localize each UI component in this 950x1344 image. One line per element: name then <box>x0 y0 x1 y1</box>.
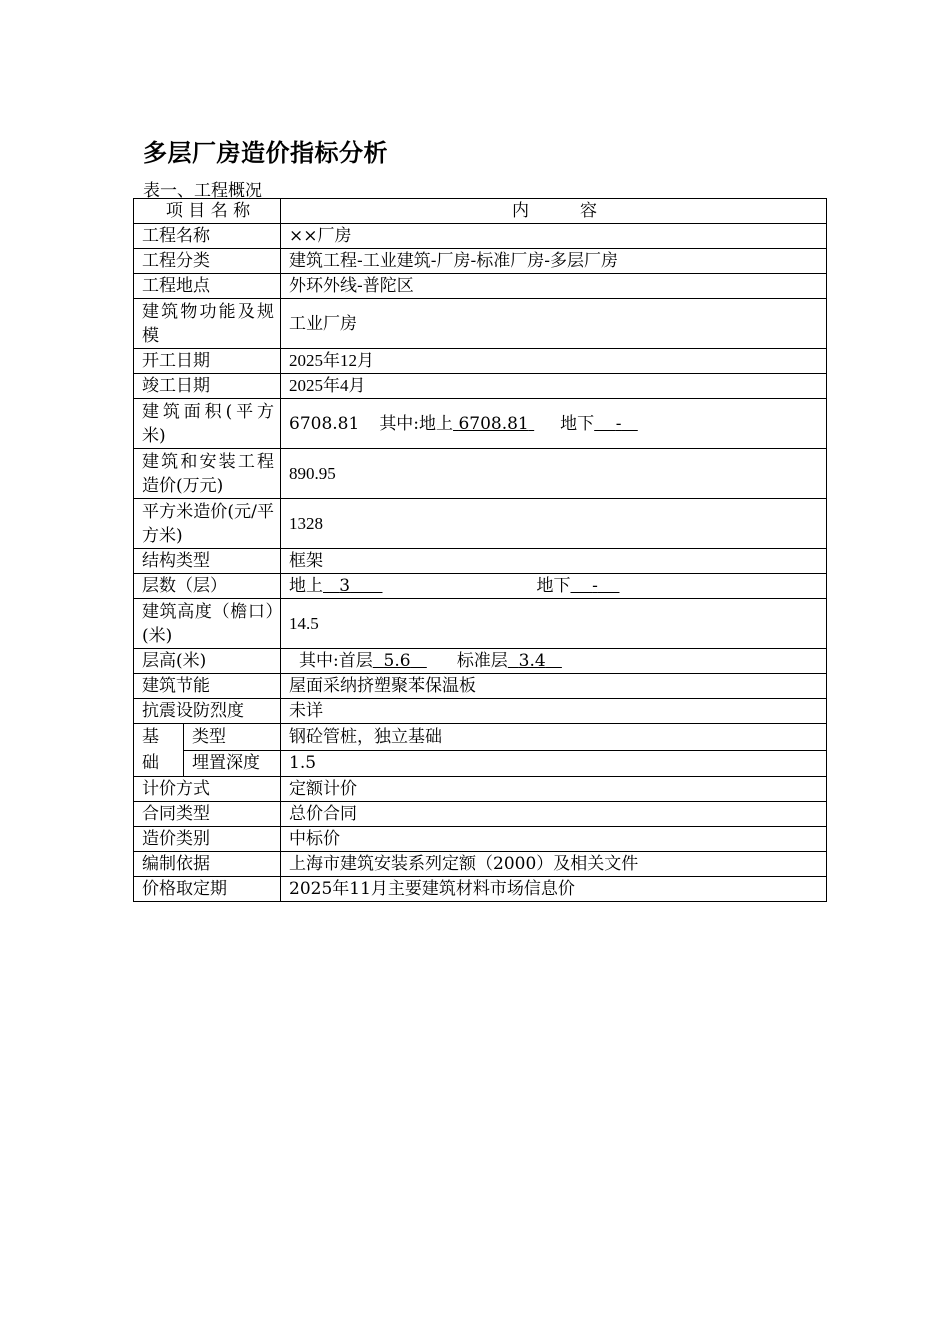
area-above-value: 6708.81 <box>458 413 529 434</box>
row-label: 工程名称 <box>134 224 281 249</box>
row-value: 14.5 <box>281 599 827 649</box>
table-row <box>134 802 827 827</box>
row-label: 计价方式 <box>134 777 281 802</box>
row-value: 2025年12月 <box>281 349 827 374</box>
foundation-label: 基础 <box>134 724 184 777</box>
row-label: 建筑物功能及规模 <box>134 299 281 349</box>
area-total: 6708.81 <box>289 413 360 434</box>
row-label: 工程地点 <box>134 274 281 299</box>
row-label: 结构类型 <box>134 549 281 574</box>
row-value: 框架 <box>281 549 827 574</box>
table-row <box>134 674 827 699</box>
standard-floor-height: 3.4 <box>518 651 546 671</box>
row-label: 工程分类 <box>134 249 281 274</box>
table-row <box>134 852 827 877</box>
row-value: 1328 <box>281 499 827 549</box>
area-below-label: 地下 <box>560 413 595 434</box>
row-value <box>281 574 827 599</box>
row-value <box>281 649 827 674</box>
row-label: 平方米造价(元/平方米) <box>134 499 281 549</box>
row-label: 造价类别 <box>134 827 281 852</box>
table-caption: 表一、工程概况 <box>143 181 262 201</box>
row-value: 2025年11月主要建筑材料市场信息价 <box>281 877 827 902</box>
row-label: 价格取定期 <box>134 877 281 902</box>
row-label: 合同类型 <box>134 802 281 827</box>
floors-above-label: 地上 <box>289 576 323 596</box>
document-title: 多层厂房造价指标分析 <box>143 139 388 167</box>
table-row <box>134 224 827 249</box>
foundation-type-value: 钢砼管桩，独立基础 <box>281 724 827 751</box>
table-row <box>134 449 827 499</box>
table-row <box>134 649 827 674</box>
row-label: 建筑高度（檐口）(米) <box>134 599 281 649</box>
row-label: 建筑面积(平方米) <box>134 399 281 449</box>
floors-below-label: 地下 <box>536 576 571 596</box>
table-row <box>134 877 827 902</box>
table-row <box>134 777 827 802</box>
header-item-name: 项 目 名 称 <box>134 199 281 224</box>
first-floor-height: 5.6 <box>383 651 411 671</box>
area-below-value: - <box>615 413 622 434</box>
floors-above-value: 3 <box>339 576 351 596</box>
table-row <box>134 249 827 274</box>
row-value: 总价合同 <box>281 802 827 827</box>
row-label: 建筑节能 <box>134 674 281 699</box>
row-value: 2025年4月 <box>281 374 827 399</box>
row-label: 开工日期 <box>134 349 281 374</box>
row-value: 定额计价 <box>281 777 827 802</box>
row-value: ××厂房 <box>281 224 827 249</box>
row-value: 890.95 <box>281 449 827 499</box>
row-label: 建筑和安装工程造价(万元) <box>134 449 281 499</box>
table-row <box>134 274 827 299</box>
table-row <box>134 299 827 349</box>
table-row <box>134 750 827 777</box>
table-row <box>134 549 827 574</box>
row-value: 外环外线-普陀区 <box>281 274 827 299</box>
row-value: 中标价 <box>281 827 827 852</box>
row-value: 屋面采纳挤塑聚苯保温板 <box>281 674 827 699</box>
row-label: 层数（层） <box>134 574 281 599</box>
standard-floor-label: 标准层 <box>456 651 508 671</box>
foundation-type-label: 类型 <box>184 724 281 751</box>
table-row <box>134 399 827 449</box>
project-overview-table <box>133 198 827 902</box>
table-row <box>134 374 827 399</box>
row-value: 工业厂房 <box>281 299 827 349</box>
row-label: 层高(米) <box>134 649 281 674</box>
table-row <box>134 499 827 549</box>
table-row <box>134 349 827 374</box>
table-header-row <box>134 199 827 224</box>
foundation-depth-value: 1.5 <box>281 750 827 777</box>
table-row <box>134 827 827 852</box>
row-value: 建筑工程-工业建筑-厂房-标准厂房-多层厂房 <box>281 249 827 274</box>
table-row <box>134 599 827 649</box>
table-row <box>134 699 827 724</box>
row-label: 抗震设防烈度 <box>134 699 281 724</box>
table-row <box>134 724 827 751</box>
row-value: 上海市建筑安装系列定额（2000）及相关文件 <box>281 852 827 877</box>
row-label: 竣工日期 <box>134 374 281 399</box>
row-label: 编制依据 <box>134 852 281 877</box>
table-row <box>134 574 827 599</box>
floors-below-value: - <box>592 576 598 596</box>
foundation-depth-label: 埋置深度 <box>184 750 281 777</box>
area-above-label: 其中:地上 <box>379 413 454 434</box>
header-content: 内 容 <box>281 199 827 224</box>
floor-height-prefix: 其中:首层 <box>299 651 373 671</box>
row-value: 未详 <box>281 699 827 724</box>
row-value <box>281 399 827 449</box>
